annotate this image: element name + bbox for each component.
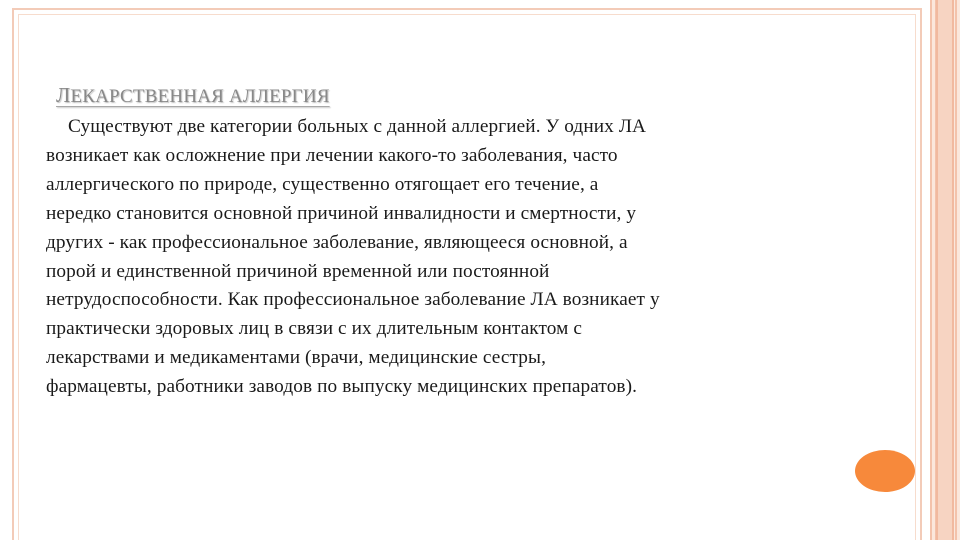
slide-body-text <box>46 113 906 402</box>
body-line-5: других - как профессиональное заболевание, являющееся основной, а <box>46 231 628 253</box>
body-line-9: лекарствами и медикаментами (врачи, медицинские сестры, <box>46 347 547 369</box>
decorative-stripe-band <box>930 0 960 540</box>
body-line-1: Существуют две категории больных с данной аллергией. У одних ЛА <box>68 116 647 137</box>
body-line-7: нетрудоспособности. Как профессиональное заболевание ЛА возникает у <box>46 289 660 311</box>
body-line-10: фармацевты, работники заводов по выпуску медицинских препаратов). <box>46 376 638 398</box>
body-line-6: порой и единственной причиной временной или постоянной <box>46 260 550 282</box>
slide-title <box>56 83 330 108</box>
decorative-stripe-solid <box>936 0 954 540</box>
body-line-4: нередко становится основной причиной инвалидности и смертности, у <box>46 202 637 224</box>
decorative-orange-circle <box>855 450 915 492</box>
body-line-2: возникает как осложнение при лечении какого-то заболевания, часто <box>46 144 618 166</box>
slide-title-rest: ЕКАРСТВЕННАЯ АЛЛЕРГИЯ <box>70 86 330 107</box>
body-line-3: аллергического по природе, существенно отягощает его течение, а <box>46 173 599 195</box>
body-line-8: практически здоровых лиц в связи с их длительным контактом с <box>46 318 583 340</box>
slide-title-initial: Л <box>56 83 71 107</box>
